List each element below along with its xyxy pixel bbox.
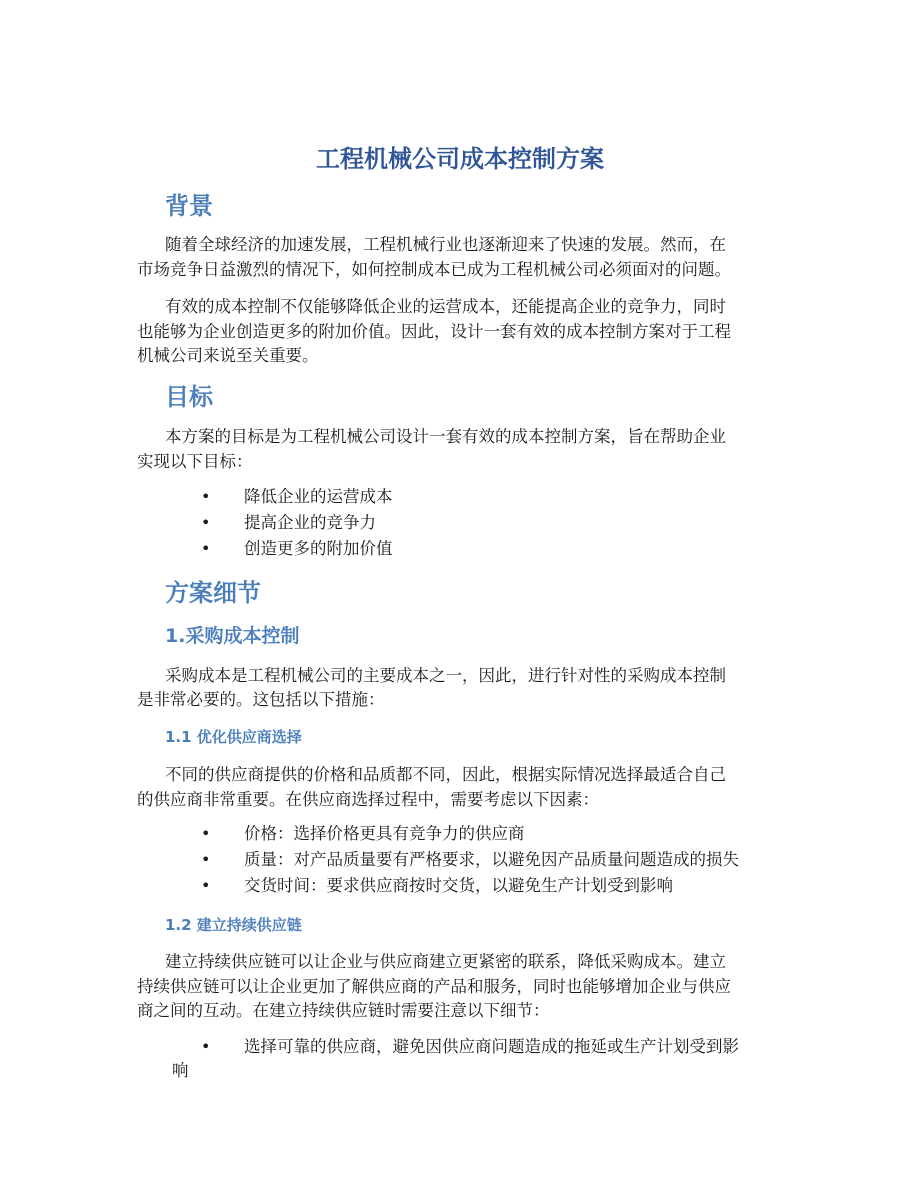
paragraph-line: 本方案的目标是为工程机械公司设计一套有效的成本控制方案，旨在帮助企业 (165, 427, 726, 446)
list-item: 质量：对产品质量要有严格要求，以避免因产品质量问题造成的损失 (244, 850, 739, 869)
bullet-icon: • (201, 539, 211, 558)
heading-supply-chain: 1.2 建立持续供应链 (165, 916, 302, 934)
paragraph-line: 的供应商非常重要。在供应商选择过程中，需要考虑以下因素： (137, 790, 599, 809)
list-item: 降低企业的运营成本 (244, 487, 393, 506)
paragraph-line: 采购成本是工程机械公司的主要成本之一，因此，进行针对性的采购成本控制 (165, 666, 726, 685)
list-item: 选择可靠的供应商，避免因供应商问题造成的拖延或生产计划受到影 (244, 1037, 739, 1056)
bullet-icon: • (201, 824, 211, 843)
paragraph-line: 有效的成本控制不仅能够降低企业的运营成本，还能提高企业的竞争力，同时 (165, 297, 726, 316)
paragraph-line: 建立持续供应链可以让企业与供应商建立更紧密的联系，降低采购成本。建立 (165, 952, 726, 971)
list-item: 提高企业的竞争力 (244, 513, 376, 532)
document-title: 工程机械公司成本控制方案 (316, 145, 604, 173)
paragraph-line: 不同的供应商提供的价格和品质都不同，因此，根据实际情况选择最适合自己 (165, 765, 726, 784)
bullet-icon: • (201, 850, 211, 869)
paragraph-line: 机械公司来说至关重要。 (137, 346, 319, 365)
heading-procurement: 1.采购成本控制 (165, 625, 300, 647)
paragraph-line: 实现以下目标： (137, 452, 253, 471)
bullet-icon: • (201, 513, 211, 532)
list-item-continuation: 响 (172, 1061, 189, 1080)
paragraph-line: 商之间的互动。在建立持续供应链时需要注意以下细节： (137, 1001, 550, 1020)
heading-background: 背景 (165, 192, 213, 220)
paragraph-line: 是非常必要的。这包括以下措施： (137, 690, 385, 709)
paragraph-line: 市场竞争日益激烈的情况下，如何控制成本已成为工程机械公司必须面对的问题。 (137, 260, 731, 279)
list-item: 交货时间：要求供应商按时交货，以避免生产计划受到影响 (244, 876, 673, 895)
heading-goal: 目标 (165, 383, 213, 411)
bullet-icon: • (201, 876, 211, 895)
bullet-icon: • (201, 1037, 211, 1056)
paragraph-line: 也能够为企业创造更多的附加价值。因此，设计一套有效的成本控制方案对于工程 (137, 322, 731, 341)
list-item: 创造更多的附加价值 (244, 539, 393, 558)
paragraph-line: 持续供应链可以让企业更加了解供应商的产品和服务，同时也能够增加企业与供应 (137, 977, 731, 996)
bullet-icon: • (201, 487, 211, 506)
heading-supplier-selection: 1.1 优化供应商选择 (165, 728, 302, 746)
list-item: 价格：选择价格更具有竞争力的供应商 (244, 824, 525, 843)
heading-details: 方案细节 (165, 579, 261, 607)
paragraph-line: 随着全球经济的加速发展，工程机械行业也逐渐迎来了快速的发展。然而，在 (165, 235, 726, 254)
